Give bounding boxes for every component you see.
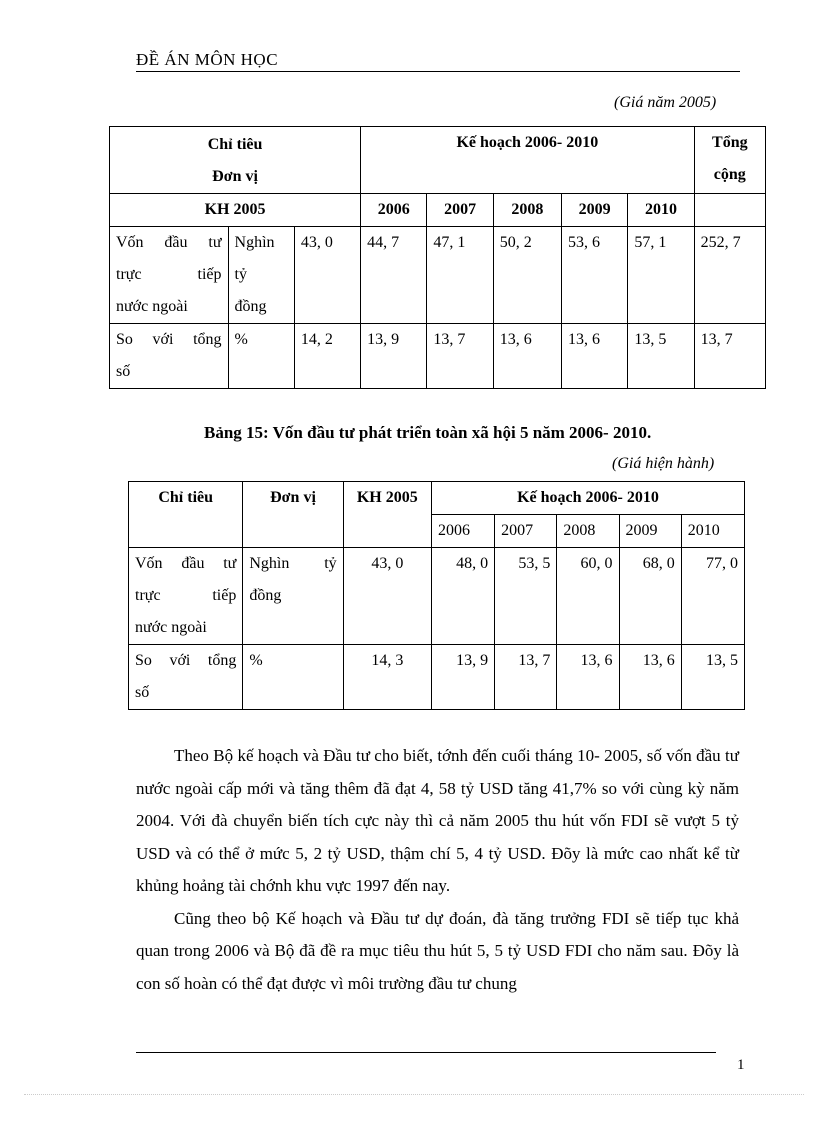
- empty-cell: [694, 194, 765, 227]
- cell-value: 13, 9: [361, 324, 427, 389]
- header-unit: Đơn vị: [243, 482, 343, 548]
- year-header: 2006: [431, 515, 494, 548]
- footer-rule: [136, 1052, 716, 1053]
- table1-price-note: (Giá năm 2005): [614, 94, 717, 111]
- table-row: [129, 548, 745, 645]
- header-indicator: Chỉ tiêu: [129, 482, 243, 548]
- page-number: 1: [737, 1057, 745, 1073]
- header-plan: Kế hoạch 2006- 2010: [361, 127, 694, 194]
- row-label: Vốn đầu tư trực tiếp nước ngoài: [110, 227, 229, 324]
- table-row: [110, 324, 766, 389]
- row-unit: %: [228, 324, 294, 389]
- cell-value: 13, 7: [427, 324, 493, 389]
- row-unit: %: [243, 645, 343, 710]
- cell-value: 50, 2: [493, 227, 561, 324]
- table2-caption: Bảng 15: Vốn đầu tư phát triển toàn xã hội 5 năm 2006- 2010.: [204, 423, 652, 442]
- cell-value: 13, 6: [619, 645, 681, 710]
- cell-value: 13, 5: [681, 645, 744, 710]
- cell-value: 68, 0: [619, 548, 681, 645]
- cell-value: 13, 6: [562, 324, 628, 389]
- cell-value: 13, 7: [495, 645, 557, 710]
- cell-value: 47, 1: [427, 227, 493, 324]
- row-label: So với tổng số: [110, 324, 229, 389]
- row-label: So với tổng số: [129, 645, 243, 710]
- cell-value: 44, 7: [361, 227, 427, 324]
- paragraph: Cũng theo bộ Kế hoạch và Đầu tư dự đoán, đà tăng trưởng FDI sẽ tiếp tục khả quan trong 2006 và Bộ đã đề ra mục tiêu thu hút 5, 5 tỷ USD FDI cho năm sau. Đõy là con số hoàn có thể đạt được vì môi trường đầu tư chung: [136, 908, 739, 993]
- year-header: 2010: [681, 515, 744, 548]
- header-indicator: Chỉ tiêu Đơn vị: [110, 127, 361, 194]
- header-kh2005: KH 2005: [110, 194, 361, 227]
- header-plan: Kế hoạch 2006- 2010: [431, 482, 744, 515]
- kh-value: 14, 2: [294, 324, 360, 389]
- header-kh2005: KH 2005: [343, 482, 431, 548]
- kh-value: 43, 0: [343, 548, 431, 645]
- cell-value: 13, 6: [493, 324, 561, 389]
- cell-value: 13, 5: [628, 324, 694, 389]
- kh-value: 14, 3: [343, 645, 431, 710]
- year-header: 2010: [628, 194, 694, 227]
- total-value: 13, 7: [694, 324, 765, 389]
- year-header: 2006: [361, 194, 427, 227]
- year-header: 2008: [557, 515, 619, 548]
- cell-value: 57, 1: [628, 227, 694, 324]
- row-unit: Nghìn tỷ đồng: [228, 227, 294, 324]
- paragraph: Theo Bộ kế hoạch và Đầu tư cho biết, tớnh đến cuối tháng 10- 2005, số vốn đầu tư nước ngoài cấp mới và tăng thêm đã đạt 4, 58 tỷ USD tăng 41,7% so với cùng kỳ năm 2004. Với đà chuyển biến tích cực này thì cả năm 2005 thu hút vốn FDI sẽ vượt 5 tỷ USD và có thể ở mức 5, 2 tỷ USD, thậm chí 5, 4 tỷ USD. Đõy là mức cao nhất kể từ khủng hoảng tài chớnh khu vực 1997 đến nay.: [136, 746, 739, 895]
- header-total: Tổng cộng: [694, 127, 765, 194]
- cell-value: 60, 0: [557, 548, 619, 645]
- year-header: 2007: [427, 194, 493, 227]
- row-label: Vốn đầu tư trực tiếp nước ngoài: [129, 548, 243, 645]
- row-unit: Nghìn tỷ đồng: [243, 548, 343, 645]
- cell-value: 77, 0: [681, 548, 744, 645]
- cell-value: 13, 9: [431, 645, 494, 710]
- table-row: [110, 227, 766, 324]
- fdi-table-current-prices: [128, 481, 745, 710]
- cell-value: 48, 0: [431, 548, 494, 645]
- year-header: 2009: [619, 515, 681, 548]
- fdi-table-2005-prices: [109, 126, 766, 389]
- year-header: 2009: [562, 194, 628, 227]
- body-text: [136, 740, 739, 1000]
- year-header: 2007: [495, 515, 557, 548]
- kh-value: 43, 0: [294, 227, 360, 324]
- page-edge: [24, 1094, 804, 1095]
- year-header: 2008: [493, 194, 561, 227]
- cell-value: 53, 5: [495, 548, 557, 645]
- total-value: 252, 7: [694, 227, 765, 324]
- header-rule: [136, 71, 740, 72]
- table2-price-note: (Giá hiện hành): [612, 455, 715, 472]
- cell-value: 53, 6: [562, 227, 628, 324]
- page-header-title: ĐỀ ÁN MÔN HỌC: [136, 50, 279, 69]
- table-row: [129, 645, 745, 710]
- cell-value: 13, 6: [557, 645, 619, 710]
